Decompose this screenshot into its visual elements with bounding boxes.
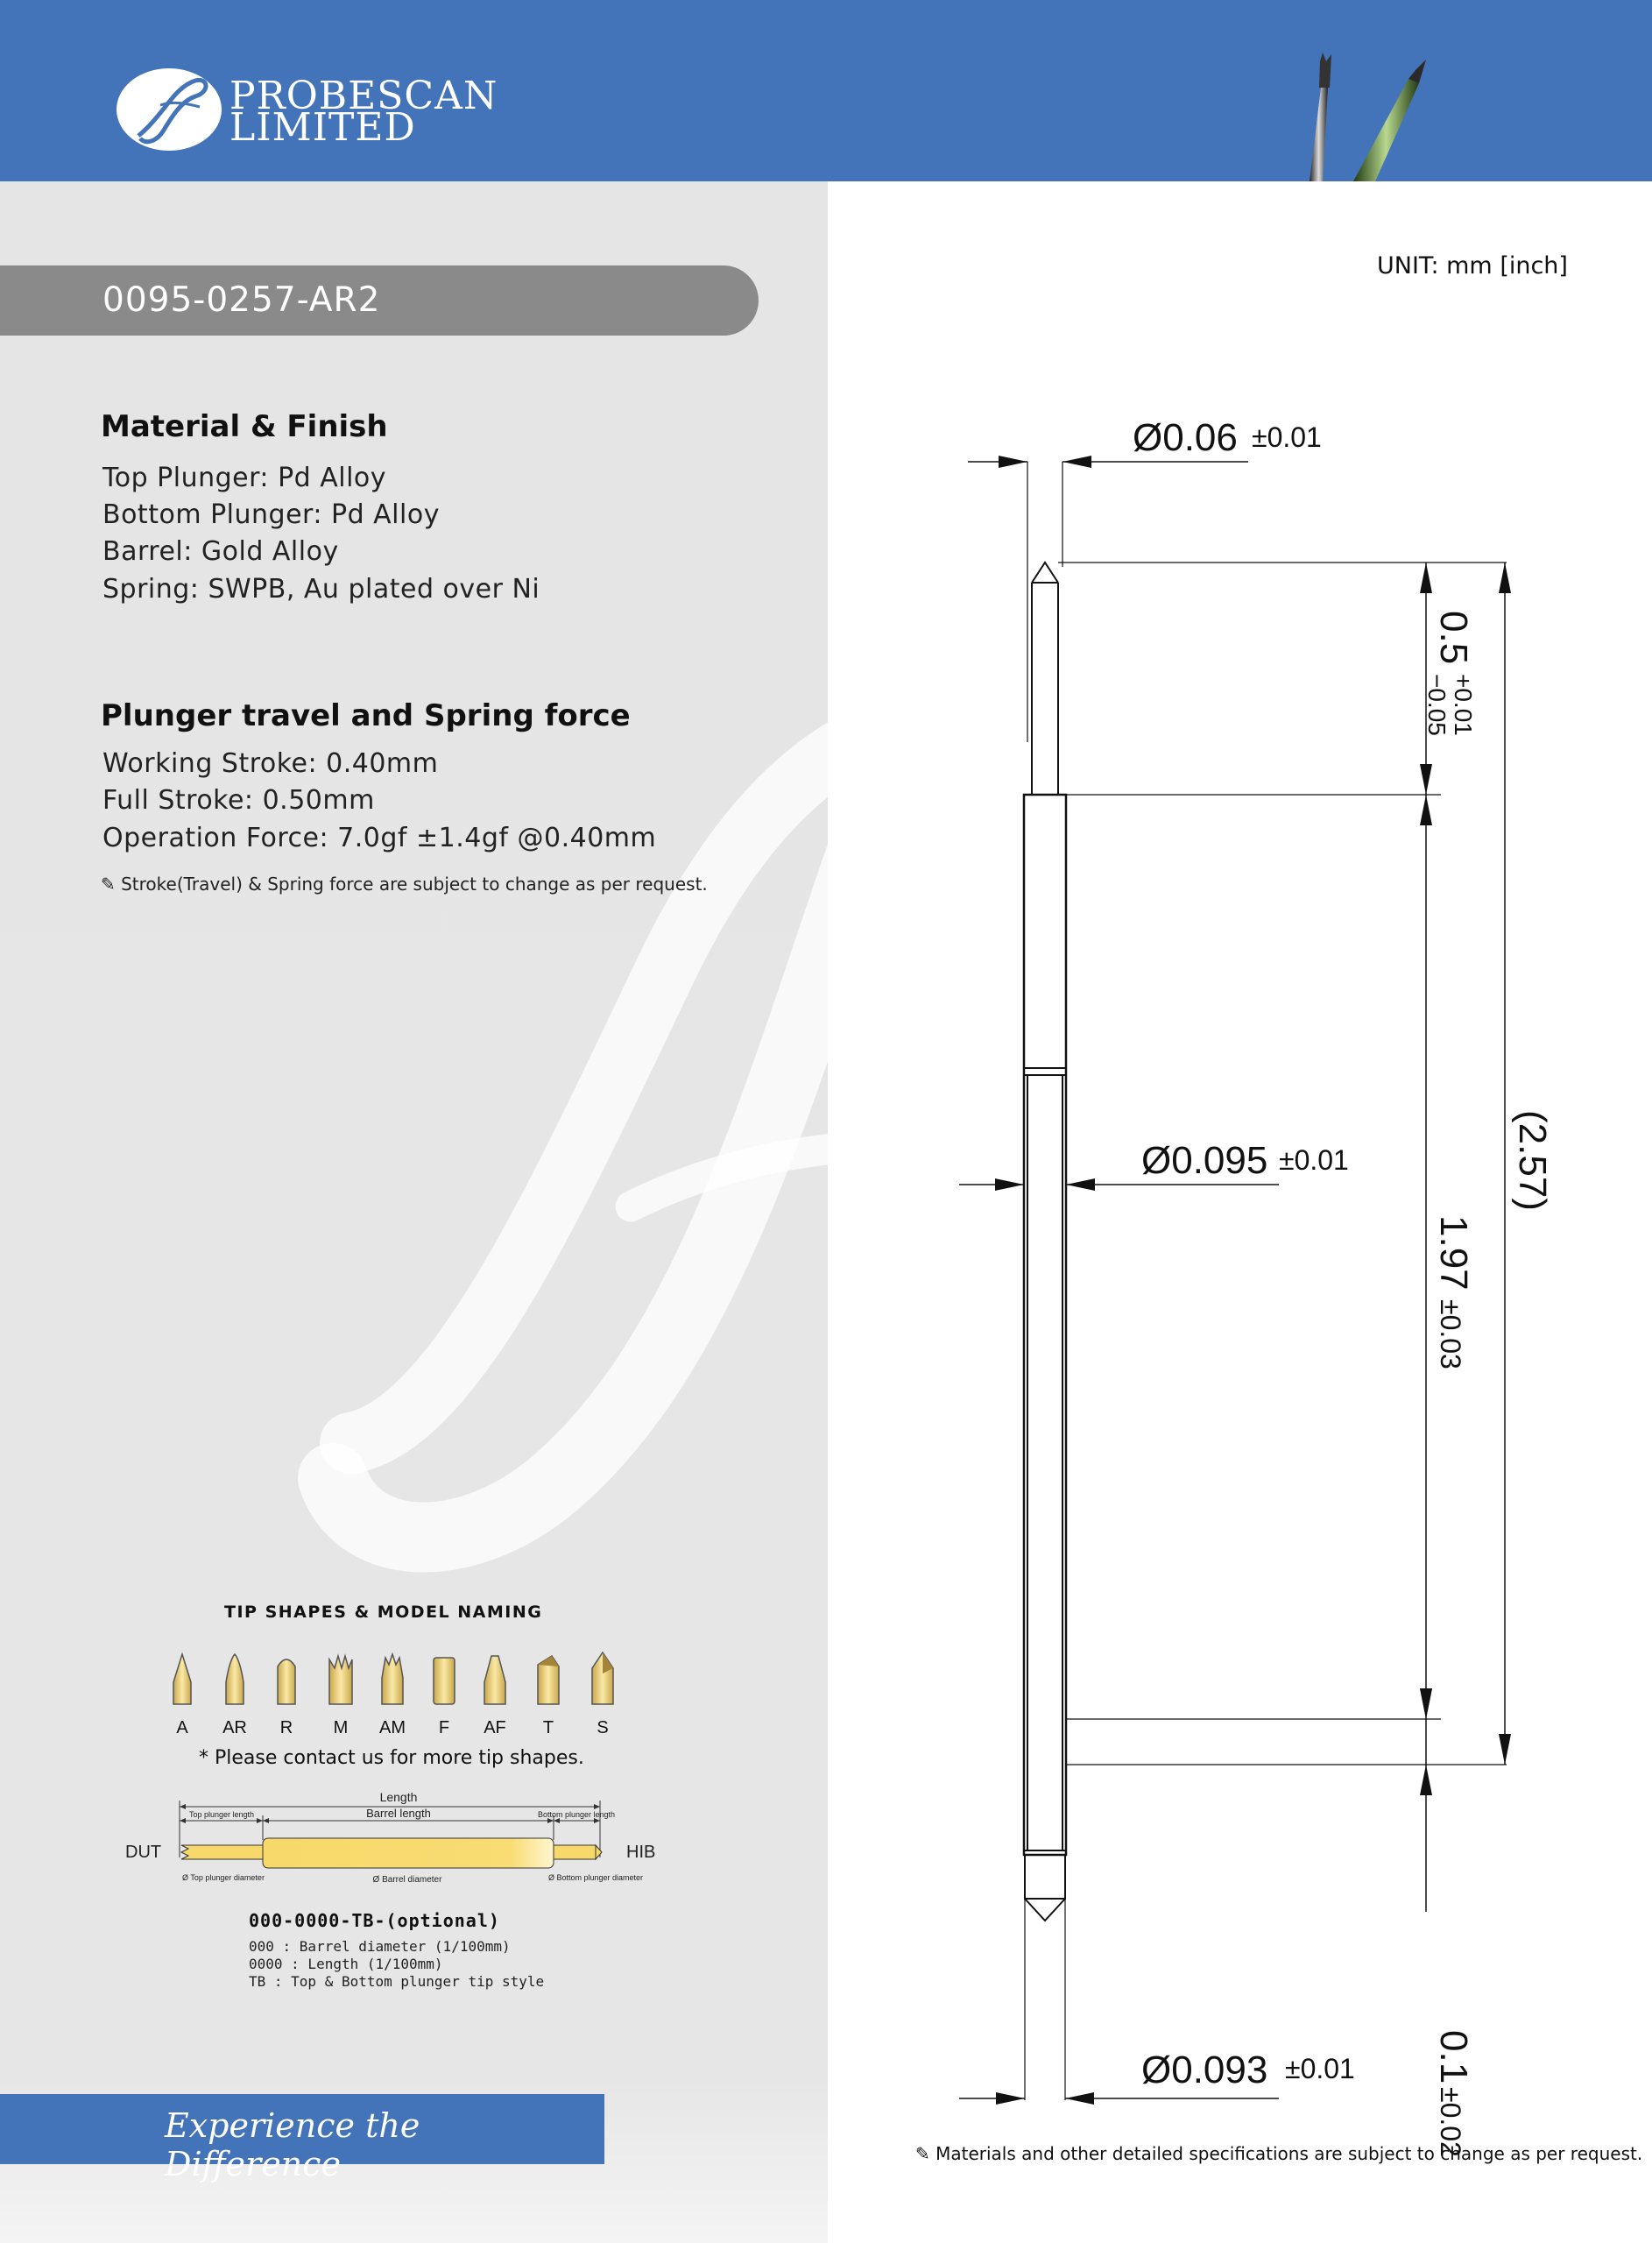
brand-line-2: LIMITED: [229, 105, 416, 150]
tip-shapes-row: [166, 1647, 622, 1744]
travel-line: Full Stroke: 0.50mm: [102, 785, 375, 816]
material-title: Material & Finish: [101, 409, 388, 444]
naming-hib: HIB: [626, 1843, 656, 1862]
material-line: Bottom Plunger: Pd Alloy: [102, 499, 440, 530]
naming-barrel-diameter: Ø Barrel diameter: [372, 1875, 442, 1885]
brand-line-1: PROBESCAN: [229, 74, 498, 118]
travel-title: Plunger travel and Spring force: [101, 698, 631, 733]
barrel-diameter-label: Ø0.095: [1141, 1139, 1268, 1182]
probe-photo-icon: [1270, 35, 1480, 181]
part-number-banner: [0, 265, 759, 336]
tip-shapes-title: TIP SHAPES & MODEL NAMING: [224, 1603, 543, 1622]
naming-dut: DUT: [125, 1843, 162, 1862]
barrel-body: [1024, 795, 1066, 1855]
header-bar: [0, 0, 1652, 181]
barrel-diameter-tol: ±0.01: [1279, 1144, 1349, 1176]
brand-name: [229, 74, 498, 150]
tip-label: M: [333, 1718, 349, 1737]
part-number: 0095-0257-AR2: [102, 280, 381, 320]
top-length-tol-minus: −0.05: [1423, 674, 1451, 736]
travel-line: Working Stroke: 0.40mm: [102, 748, 439, 779]
bottom-plunger: [1025, 1855, 1065, 1899]
tip-label: S: [597, 1718, 609, 1737]
naming-length-label: Length: [379, 1790, 418, 1804]
naming-line: 0000 : Length (1/100mm): [249, 1956, 443, 1972]
naming-top-plunger-length: Top plunger length: [188, 1810, 255, 1819]
top-length-label: 0.5: [1432, 611, 1475, 665]
top-plunger-tip: [1032, 563, 1058, 583]
travel-line: Operation Force: 7.0gf ±1.4gf @0.40mm: [102, 823, 657, 853]
top-diameter-tol: ±0.01: [1252, 421, 1322, 453]
bottom-diameter-tol: ±0.01: [1285, 2053, 1355, 2084]
tip-ar-icon: [226, 1654, 244, 1704]
material-line: Barrel: Gold Alloy: [102, 536, 339, 567]
tip-a-icon: [173, 1654, 191, 1704]
tip-m-icon: [329, 1656, 352, 1704]
footer-slogan: Experience the Difference: [165, 2106, 420, 2183]
naming-barrel-length-label: Barrel length: [366, 1807, 431, 1820]
material-line: Spring: SWPB, Au plated over Ni: [102, 574, 540, 605]
footer-note: ✎ Materials and other detailed specifications are subject to change as per request.: [915, 2143, 1643, 2164]
barrel-length-tol: ±0.03: [1435, 1299, 1466, 1369]
tip-am-icon: [382, 1654, 403, 1704]
model-naming-diagram: [118, 1787, 661, 1901]
top-diameter-label: Ø0.06: [1133, 416, 1238, 459]
footer-banner: [0, 2094, 604, 2183]
naming-bottom-diameter: Ø Bottom plunger diameter: [547, 1873, 644, 1882]
tip-af-icon: [484, 1656, 505, 1704]
tip-label: A: [176, 1718, 188, 1737]
tip-f-icon: [434, 1658, 455, 1704]
naming-code: 000-0000-TB-(optional): [249, 1910, 500, 1931]
travel-note: ✎ Stroke(Travel) & Spring force are subject to change as per request.: [101, 874, 708, 895]
naming-line: 000 : Barrel diameter (1/100mm): [249, 1938, 511, 1955]
tip-label: AM: [379, 1718, 406, 1737]
naming-bottom-plunger-length: Bottom plunger length: [537, 1810, 616, 1819]
tip-label: AR: [222, 1718, 247, 1737]
probescan-logo-icon: [112, 61, 226, 158]
top-length-tol-plus: +0.01: [1450, 674, 1477, 736]
naming-line: TB : Top & Bottom plunger tip style: [249, 1973, 545, 1990]
tip-contact-note: * Please contact us for more tip shapes.: [199, 1747, 584, 1769]
unit-label: UNIT: mm [inch]: [1377, 252, 1568, 279]
barrel-length-label: 1.97: [1432, 1215, 1475, 1291]
bottom-length-label: 0.1: [1432, 2030, 1475, 2084]
total-length-label: (2.57): [1511, 1110, 1554, 1211]
material-line: Top Plunger: Pd Alloy: [102, 463, 387, 493]
bottom-diameter-label: Ø0.093: [1141, 2048, 1268, 2091]
tip-label: AF: [484, 1718, 506, 1737]
bottom-length-tol: ±0.02: [1435, 2087, 1466, 2157]
tip-label: T: [542, 1718, 554, 1737]
tip-label: R: [279, 1718, 293, 1737]
tip-r-icon: [278, 1659, 295, 1704]
probe-technical-drawing: [828, 181, 1652, 2243]
tip-label: F: [438, 1718, 450, 1737]
naming-top-diameter: Ø Top plunger diameter: [182, 1873, 265, 1882]
